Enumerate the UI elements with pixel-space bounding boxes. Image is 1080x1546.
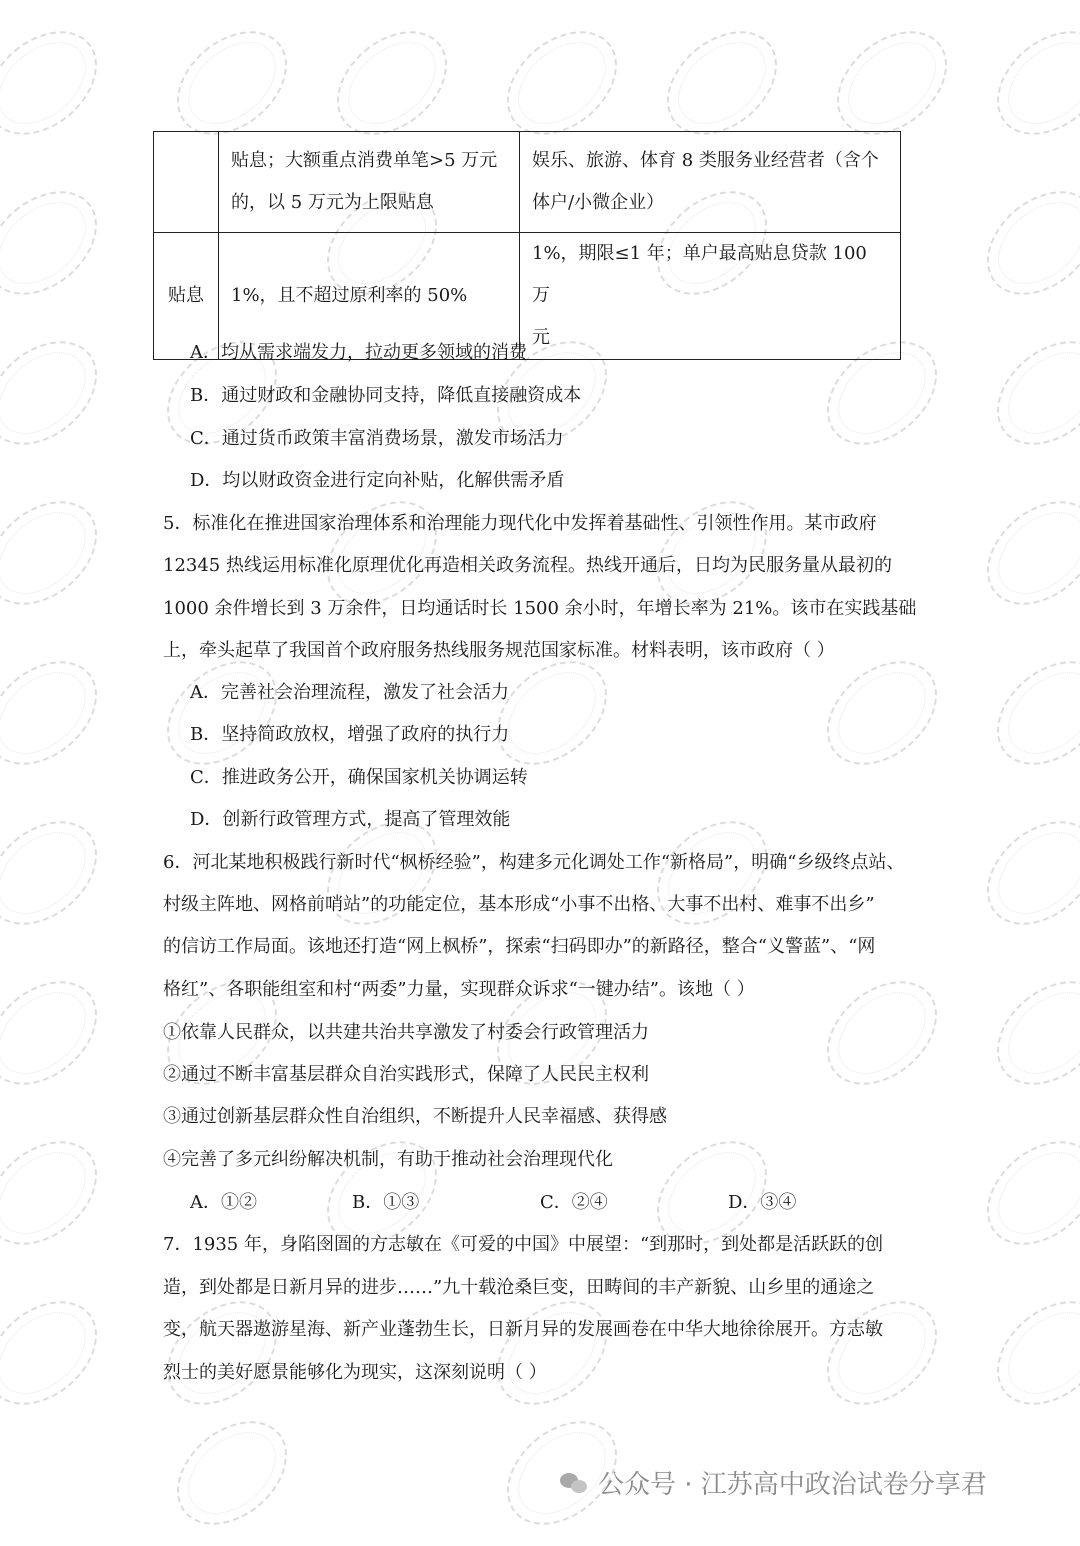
table-cell-line: 贴息；大额重点消费单笔>5 万元 [231,150,498,171]
footer-account-label [560,1464,987,1501]
q6-stem-line: 的信访工作局面。该地还打造“网上枫桥”，探索“扫码即办”的新路径，整合“义警蓝”、“网 [163,936,876,957]
q6-choice-a: A．①② [190,1192,257,1213]
table-cell-line: 1%，期限≤1 年；单户最高贴息贷款 100 万 [532,243,867,306]
q7-stem-line: 变，航天器遨游星海、新产业蓬勃生长，日新月异的发展画卷在中华大地徐徐展开。方志敏 [163,1319,883,1340]
footer-text: 公众号 · 江苏高中政治试卷分享君 [598,1470,987,1500]
q5-stem-line: 1000 余件增长到 3 万余件，日均通话时长 1500 余小时，年增长率为 21%。该市在实践基础 [163,598,917,619]
table-cell [520,132,901,233]
table-cell [520,233,901,360]
q7-stem-line: 7．1935 年，身陷囹圄的方志敏在《可爱的中国》中展望：“到那时，到处都是活跃跃的创 [163,1234,884,1255]
q6-statement-1: ①依靠人民群众，以共建共治共享激发了村委会行政管理活力 [163,1022,649,1043]
q6-statement-4: ④完善了多元纠纷解决机制，有助于推动社会治理现代化 [163,1149,613,1170]
q5-option-b: B．坚持简政放权，增强了政府的执行力 [190,724,510,745]
table-row-label: 贴息 [154,233,219,360]
table-cell-line: 体户/小微企业） [532,192,665,213]
q6-stem-line: 格红”、各职能组室和村“两委”力量，实现群众诉求“一键办结”。该地（ ） [163,979,755,1000]
q6-statement-2: ②通过不断丰富基层群众自治实践形式，保障了人民民主权利 [163,1064,649,1085]
q5-option-c: C．推进政务公开，确保国家机关协调运转 [190,767,528,788]
q6-stem-line: 村级主阵地、网格前哨站”的功能定位，基本形成“小事不出格、大事不出村、难事不出乡” [163,894,875,915]
q5-stem-line: 5．标准化在推进国家治理体系和治理能力现代化中发挥着基础性、引领性作用。某市政府 [163,513,877,534]
q6-statement-3: ③通过创新基层群众性自治组织，不断提升人民幸福感、获得感 [163,1106,667,1127]
q6-choice-d: D．③④ [728,1192,797,1213]
q7-stem-line: 烈士的美好愿景能够化为现实，这深刻说明（ ） [163,1362,547,1383]
q6-choice-c: C．②④ [540,1192,608,1213]
q7-stem-line: 造，到处都是日新月异的进步……”九十载沧桑巨变，田畴间的丰产新貌、山乡里的通途之 [163,1277,875,1298]
wechat-icon [560,1471,590,1495]
q5-option-a: A．完善社会治理流程，激发了社会活力 [190,682,509,703]
q4-option-d: D．均以财政资金进行定向补贴，化解供需矛盾 [190,470,565,491]
q4-option-c: C．通过货币政策丰富消费场景，激发市场活力 [190,428,564,449]
subsidy-table [153,131,901,360]
q4-option-b: B．通过财政和金融协同支持，降低直接融资成本 [190,385,582,406]
q6-choice-b: B．①③ [352,1192,420,1213]
q5-stem-line: 上，牵头起草了我国首个政府服务热线服务规范国家标准。材料表明，该市政府（ ） [163,640,835,661]
q6-stem-line: 6．河北某地积极践行新时代“枫桥经验”，构建多元化调处工作“新格局”，明确“乡级终点站、 [163,852,905,873]
table-cell [219,132,520,233]
table-row [154,132,901,233]
q5-option-d: D．创新行政管理方式，提高了管理效能 [190,809,511,830]
table-row-label [154,132,219,233]
q5-stem-line: 12345 热线运用标准化原理优化再造相关政务流程。热线开通后，日均为民服务量从最初的 [163,555,892,576]
table-cell-line: 娱乐、旅游、体育 8 类服务业经营者（含个 [532,150,879,171]
q4-option-a: A．均从需求端发力，拉动更多领域的消费 [190,342,527,363]
table-cell-line: 元 [532,327,550,348]
table-cell-line: 的，以 5 万元为上限贴息 [231,192,434,213]
table-cell: 1%，且不超过原利率的 50% [219,233,520,360]
